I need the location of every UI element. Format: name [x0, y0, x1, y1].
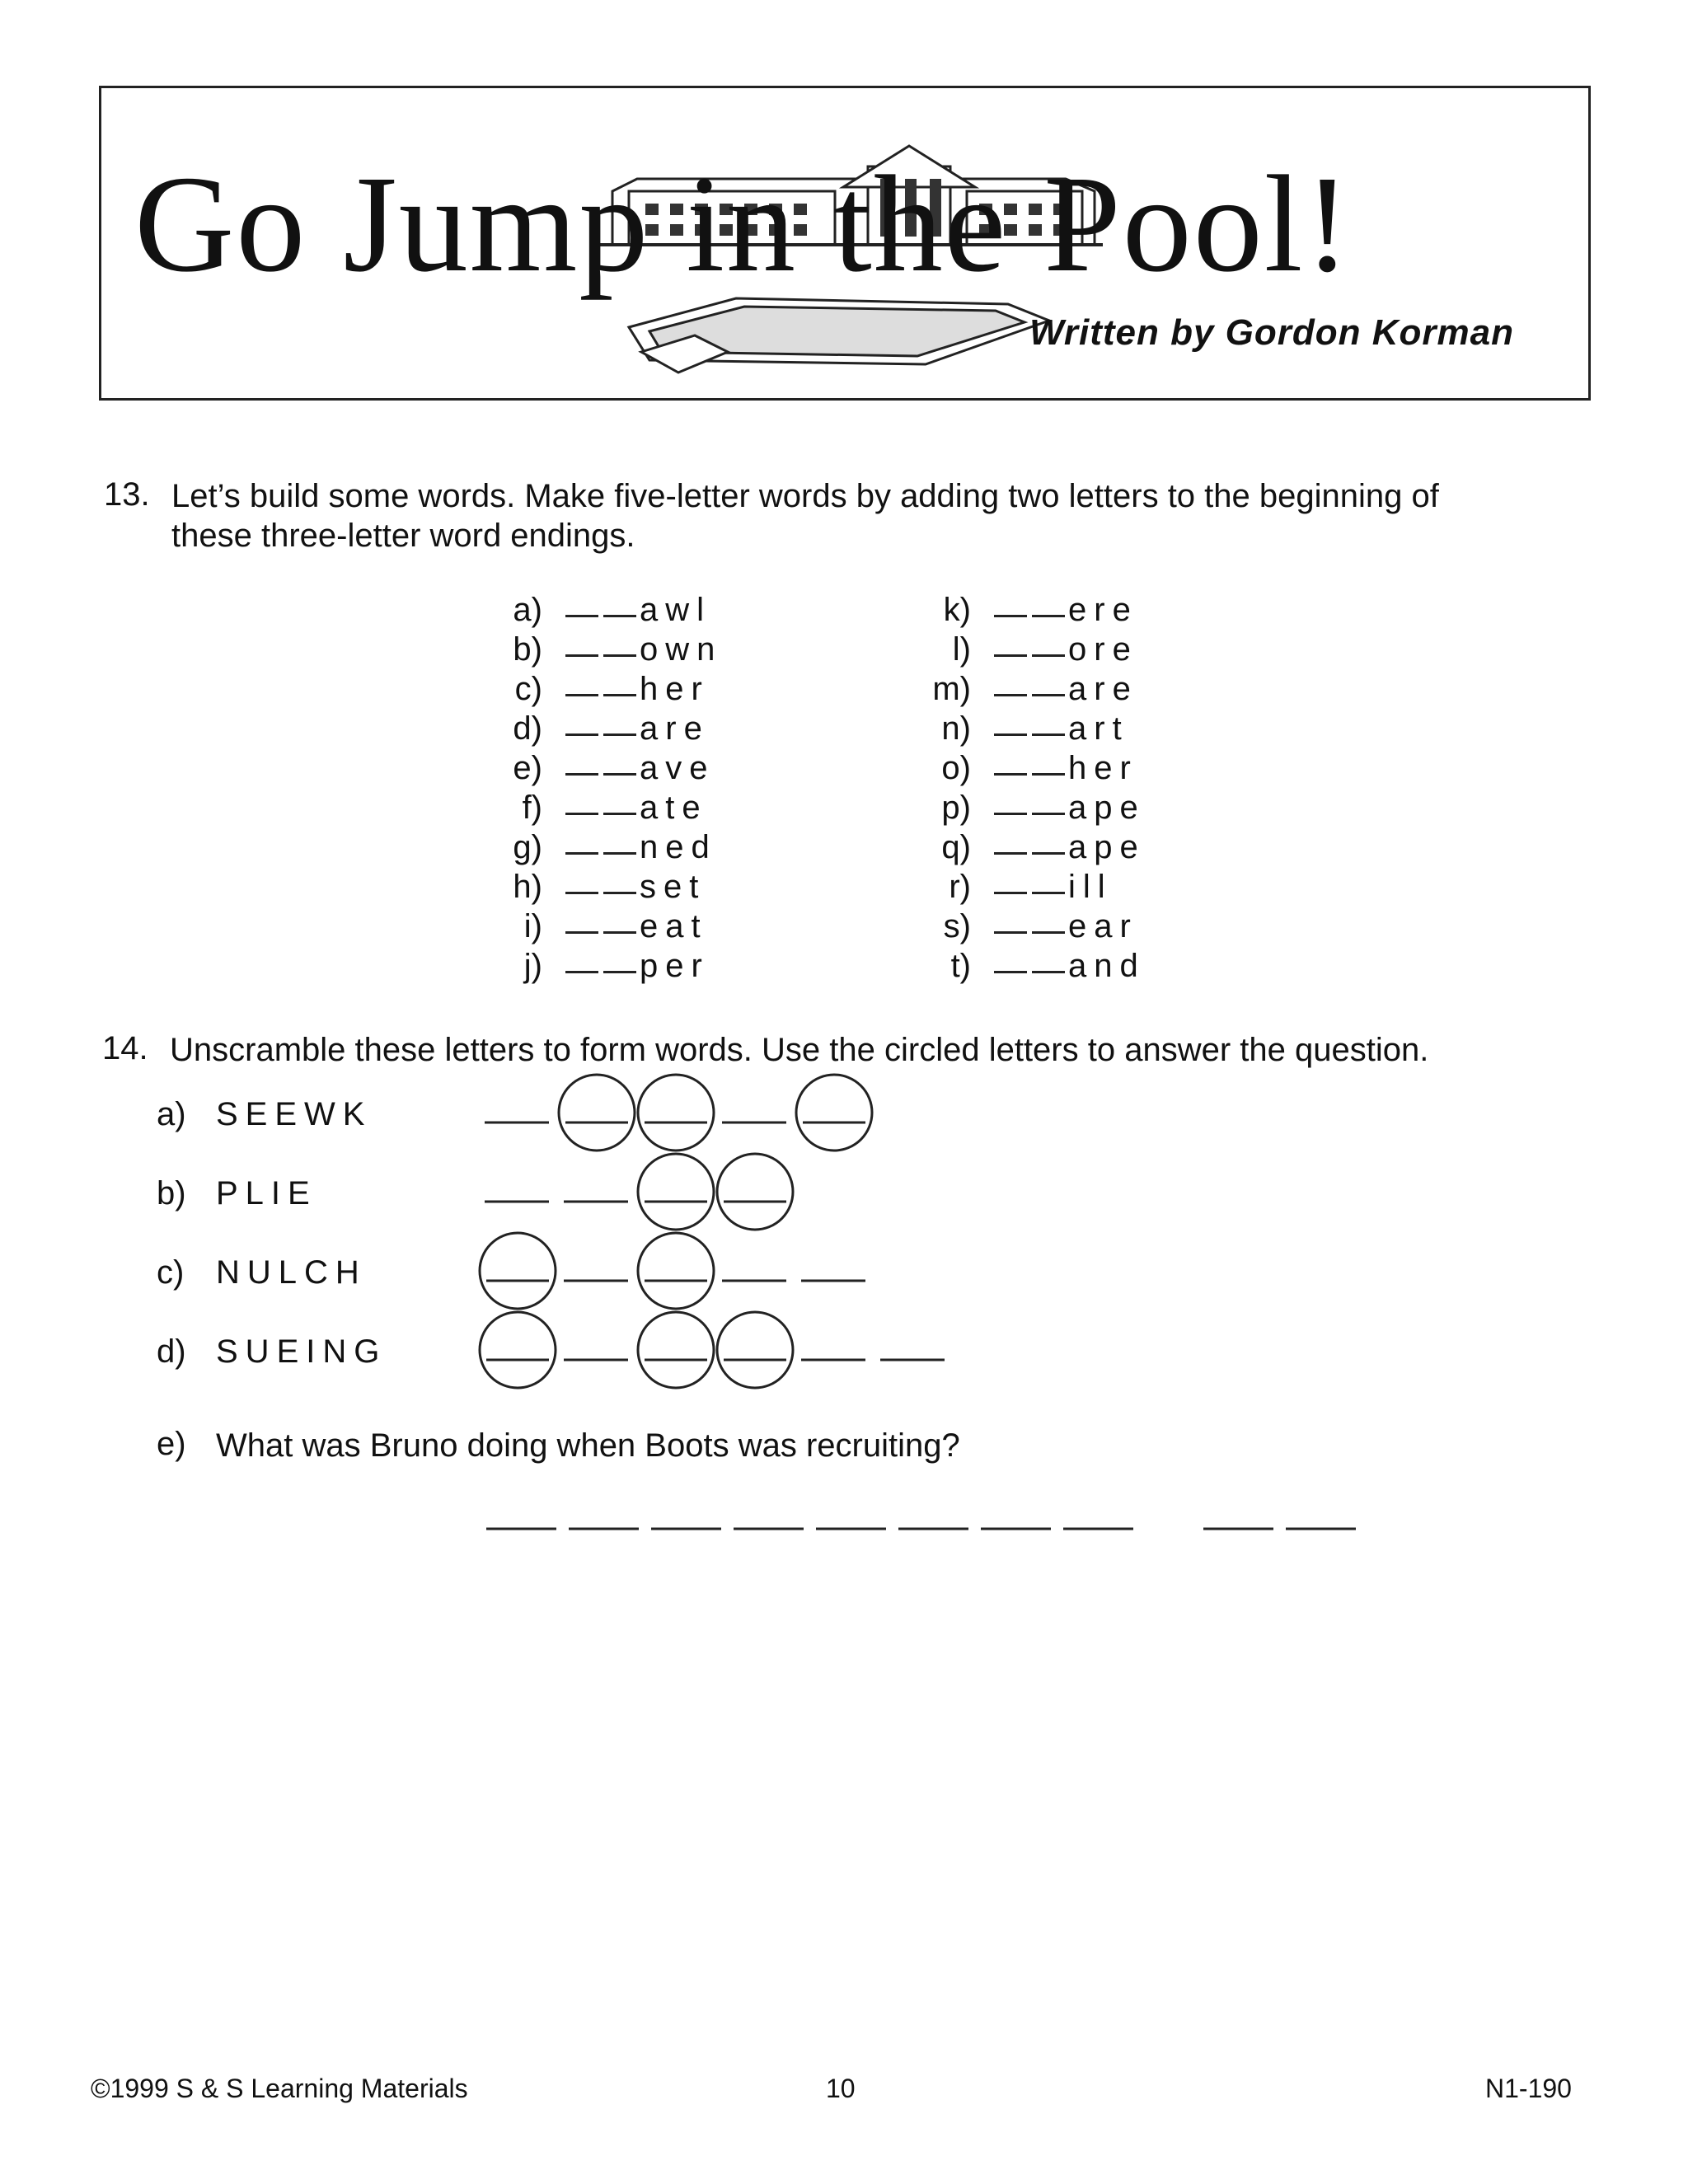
footer-code: N1-190 — [1485, 2074, 1572, 2103]
question-13-line2: these three-letter word endings. — [171, 518, 635, 554]
word-ending-row — [495, 948, 722, 987]
item-label: n) — [941, 710, 971, 747]
word-ending-row — [495, 790, 722, 829]
word-ending-row — [495, 908, 722, 948]
question-14-text: Unscramble these letters to form words. Use the circled letters to answer the question. — [170, 1032, 1429, 1068]
word-ending-row — [923, 750, 1146, 790]
word-ending-row — [923, 829, 1146, 869]
word-ending-row — [495, 869, 722, 908]
item-label: p) — [941, 790, 971, 826]
item-label: t) — [950, 948, 971, 984]
item-label: f) — [522, 790, 542, 826]
answer-blanks — [486, 1516, 1360, 1541]
circled-letter-slot[interactable] — [638, 1312, 714, 1388]
question-13-line1: Let’s build some words. Make five-letter words by adding two letters to the beginning of — [171, 478, 1439, 514]
circled-letter-slot[interactable] — [638, 1233, 714, 1309]
question-13-text — [171, 476, 1589, 555]
word-ending: ore — [1068, 631, 1138, 668]
word-ending: her — [640, 671, 710, 707]
question-13-number: 13. — [104, 476, 150, 513]
footer-copyright: ©1999 S & S Learning Materials — [91, 2074, 468, 2103]
item-label: g) — [513, 829, 542, 865]
item-label: a) — [513, 592, 542, 628]
word-ending: and — [1068, 948, 1146, 984]
word-ending: are — [640, 710, 710, 747]
item-label: h) — [513, 869, 542, 905]
word-ending-row — [923, 631, 1146, 671]
word-ending-row — [495, 671, 722, 710]
question-14e-text: What was Bruno doing when Boots was recruiting? — [216, 1427, 960, 1464]
scramble-label: a) — [157, 1096, 186, 1132]
answer-slots — [478, 1071, 989, 1154]
circled-letter-slot[interactable] — [717, 1154, 793, 1230]
item-label: c) — [514, 671, 542, 707]
word-ending: her — [1068, 750, 1138, 786]
word-ending: awl — [640, 592, 712, 628]
item-label: q) — [941, 829, 971, 865]
question-14-number: 14. — [102, 1030, 148, 1066]
word-endings-right-column — [923, 592, 1146, 987]
scrambled-word: SUEING — [216, 1333, 387, 1370]
item-label: o) — [941, 750, 971, 786]
word-ending: eat — [640, 908, 708, 944]
word-ending: ate — [640, 790, 708, 826]
circled-letter-slot[interactable] — [559, 1075, 635, 1151]
word-ending-row — [923, 710, 1146, 750]
word-ending: ill — [1068, 869, 1113, 905]
scramble-label: c) — [157, 1254, 185, 1291]
word-endings-left-column — [495, 592, 722, 987]
scramble-label: b) — [157, 1175, 186, 1212]
circled-letter-slot[interactable] — [480, 1312, 556, 1388]
word-ending-row — [923, 592, 1146, 631]
answer-slots — [478, 1309, 989, 1391]
circled-letter-slot[interactable] — [638, 1075, 714, 1151]
word-ending: ape — [1068, 829, 1146, 865]
word-ending: are — [1068, 671, 1138, 707]
word-ending: ear — [1068, 908, 1138, 944]
word-ending: set — [640, 869, 706, 905]
word-ending: art — [1068, 710, 1129, 747]
word-ending: ave — [640, 750, 715, 786]
word-ending-row — [495, 829, 722, 869]
answer-slots — [478, 1151, 989, 1233]
footer-page-number: 10 — [826, 2074, 856, 2103]
item-label: b) — [513, 631, 542, 668]
scrambled-word: SEEWK — [216, 1096, 373, 1132]
item-label: i) — [523, 908, 542, 944]
word-ending-row — [495, 750, 722, 790]
circled-letter-slot[interactable] — [638, 1154, 714, 1230]
scrambled-word: NULCH — [216, 1254, 367, 1291]
word-ending-row — [923, 790, 1146, 829]
item-label: j) — [523, 948, 542, 984]
item-label: l) — [952, 631, 971, 668]
item-label: k) — [943, 592, 971, 628]
item-label: r) — [949, 869, 971, 905]
item-label: m) — [932, 671, 971, 707]
word-ending-row — [923, 948, 1146, 987]
question-14e-label: e) — [157, 1426, 186, 1462]
circled-letter-slot[interactable] — [480, 1233, 556, 1309]
answer-slots — [478, 1230, 989, 1312]
word-ending-row — [495, 592, 722, 631]
word-ending: per — [640, 948, 710, 984]
word-ending-row — [923, 869, 1146, 908]
item-label: e) — [513, 750, 542, 786]
scrambled-word: PLIE — [216, 1175, 317, 1212]
scramble-label: d) — [157, 1333, 186, 1370]
word-ending: ape — [1068, 790, 1146, 826]
pool-illustration — [629, 298, 1049, 373]
word-ending: ned — [640, 829, 717, 865]
word-ending-row — [495, 631, 722, 671]
item-label: d) — [513, 710, 542, 747]
word-ending: ere — [1068, 592, 1138, 628]
byline: Written by Gordon Korman — [1029, 312, 1514, 353]
word-ending-row — [495, 710, 722, 750]
title-banner — [99, 86, 1591, 401]
word-ending-row — [923, 671, 1146, 710]
word-ending-row — [923, 908, 1146, 948]
page-title — [134, 146, 1585, 302]
circled-letter-slot[interactable] — [717, 1312, 793, 1388]
circled-letter-slot[interactable] — [796, 1075, 872, 1151]
item-label: s) — [943, 908, 971, 944]
word-ending: own — [640, 631, 723, 668]
title-text: Go Jump in the Pool! — [134, 148, 1353, 301]
